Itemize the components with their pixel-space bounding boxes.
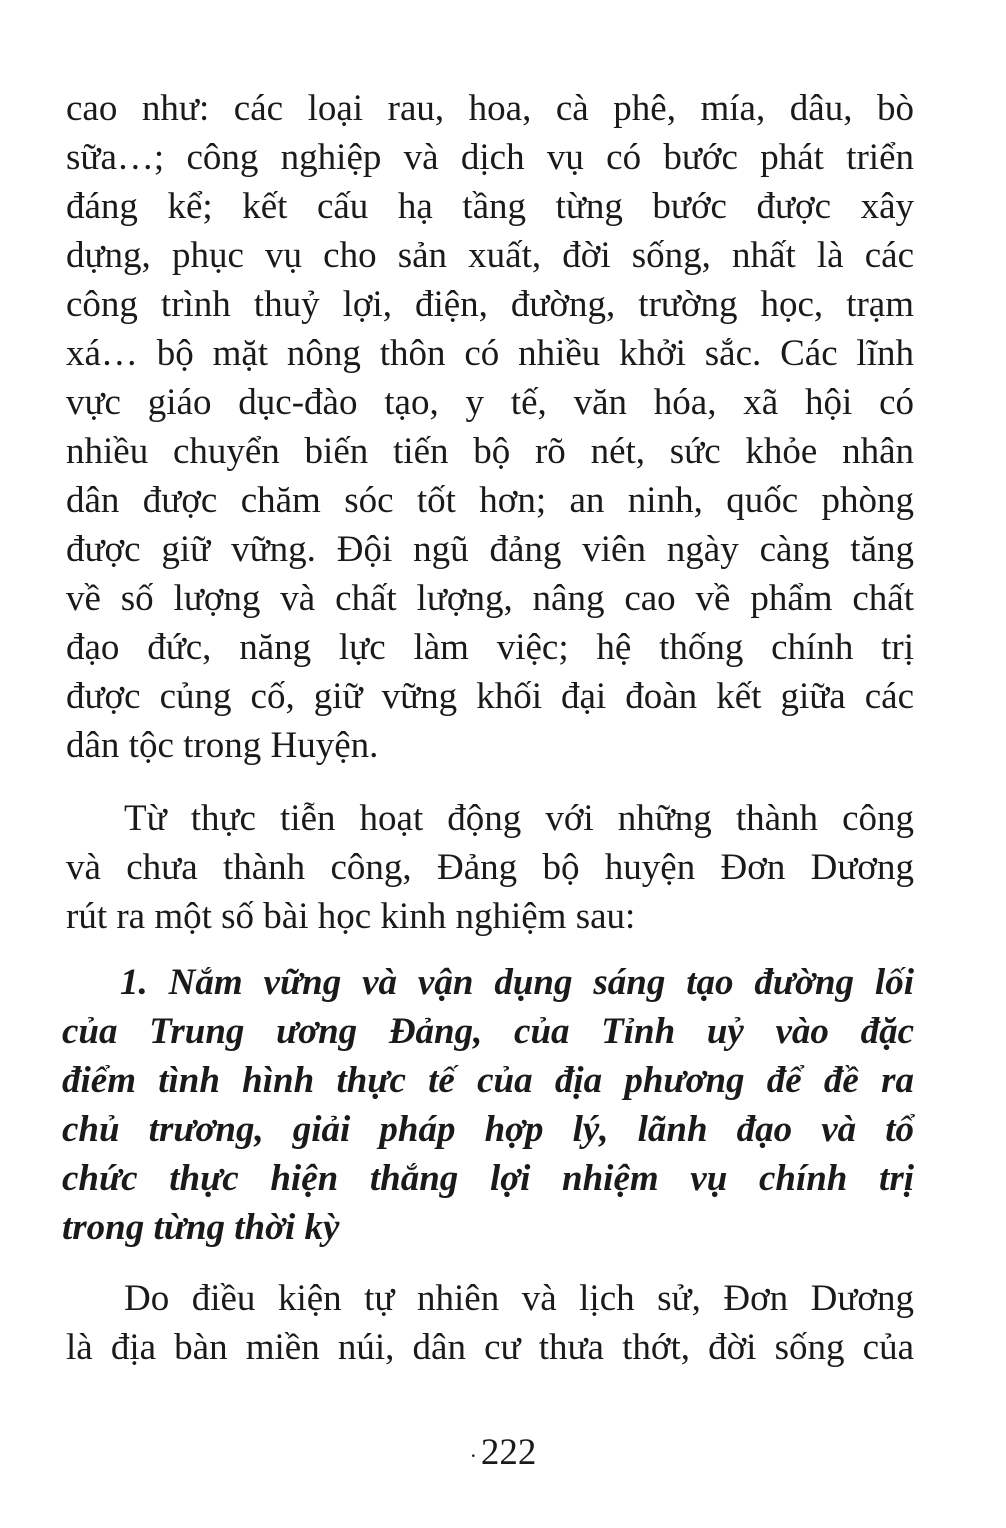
paragraph-line: công trình thuỷ lợi, điện, đường, trường học, trạm [66, 284, 914, 325]
paragraph-line: và chưa thành công, Đảng bộ huyện Đơn Dương [66, 847, 914, 888]
paragraph-line: dân được chăm sóc tốt hơn; an ninh, quốc phòng [66, 480, 914, 521]
heading-line: chủ trương, giải pháp hợp lý, lãnh đạo và tổ [62, 1109, 914, 1150]
paragraph-line: được củng cố, giữ vững khối đại đoàn kết giữa các [66, 676, 914, 717]
section-heading [62, 958, 914, 1252]
paragraph-line: nhiều chuyển biến tiến bộ rõ nét, sức khỏe nhân [66, 431, 914, 472]
paragraph-2 [66, 794, 914, 941]
dot-mark: · [469, 1443, 477, 1469]
paragraph-1 [66, 84, 914, 770]
heading-line: chức thực hiện thắng lợi nhiệm vụ chính trị [62, 1158, 914, 1199]
heading-line: của Trung ương Đảng, của Tỉnh uỷ vào đặc [62, 1011, 914, 1052]
paragraph-line: cao như: các loại rau, hoa, cà phê, mía, dâu, bò [66, 88, 914, 129]
heading-line: 1. Nắm vững và vận dụng sáng tạo đường lối [120, 962, 914, 1003]
paragraph-line: sữa…; công nghiệp và dịch vụ có bước phát triển [66, 137, 914, 178]
paragraph-line: dựng, phục vụ cho sản xuất, đời sống, nhất là các [66, 235, 914, 276]
paragraph-line: Từ thực tiễn hoạt động với những thành công [124, 798, 914, 839]
page-number [0, 1428, 1006, 1480]
heading-line: trong từng thời kỳ [62, 1207, 340, 1248]
paragraph-line: rút ra một số bài học kinh nghiệm sau: [66, 896, 636, 937]
heading-line: điểm tình hình thực tế của địa phương để đề ra [62, 1060, 914, 1101]
paragraph-line: Do điều kiện tự nhiên và lịch sử, Đơn Dương [124, 1278, 914, 1319]
paragraph-3 [66, 1274, 914, 1372]
paragraph-line: đạo đức, năng lực làm việc; hệ thống chính trị [66, 627, 914, 668]
paragraph-line: đáng kể; kết cấu hạ tầng từng bước được xây [66, 186, 914, 227]
paragraph-line: được giữ vững. Đội ngũ đảng viên ngày càng tăng [66, 529, 914, 570]
paragraph-line: là địa bàn miền núi, dân cư thưa thớt, đời sống của [66, 1327, 914, 1368]
page-number-text: 222 [480, 1432, 537, 1473]
paragraph-line: vực giáo dục-đào tạo, y tế, văn hóa, xã hội có [66, 382, 914, 423]
paragraph-line: dân tộc trong Huyện. [66, 725, 379, 766]
paragraph-line: về số lượng và chất lượng, nâng cao về phẩm chất [66, 578, 914, 619]
paragraph-line: xá… bộ mặt nông thôn có nhiều khởi sắc. Các lĩnh [66, 333, 914, 374]
